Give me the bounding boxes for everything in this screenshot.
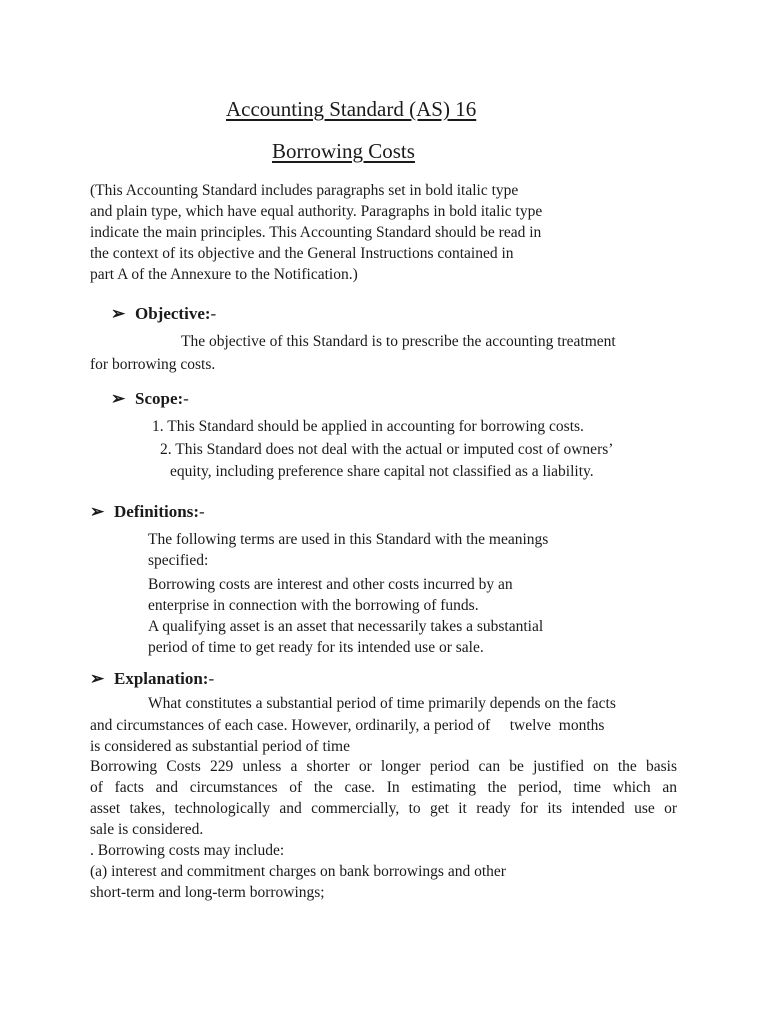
scope-item-continued: equity, including preference share capital not classified as a liability. (170, 463, 594, 480)
definitions-heading-suffix: - (199, 502, 205, 521)
scope-heading-suffix: - (183, 389, 189, 408)
objective-line: The objective of this Standard is to prescribe the accounting treatment (181, 333, 616, 350)
explanation-line: . Borrowing costs may include: (90, 842, 285, 859)
intro-line: indicate the main principles. This Accounting Standard should be read in (90, 224, 542, 241)
definitions-line: A qualifying asset is an asset that necessarily takes a substantial (148, 618, 544, 635)
definitions-line: period of time to get ready for its intended use or sale. (148, 639, 484, 656)
explanation-heading-label: Explanation: (114, 669, 209, 688)
explanation-line: What constitutes a substantial period of time primarily depends on the facts (148, 695, 616, 712)
scope-item: 1. This Standard should be applied in accounting for borrowing costs. (152, 418, 584, 435)
definitions-heading-label: Definitions: (114, 502, 199, 521)
explanation-line: and circumstances of each case. However, ordinarily, a period of twelve months (90, 717, 605, 734)
objective-line: for borrowing costs. (90, 356, 216, 373)
document-title: Accounting Standard (AS) 16 (226, 97, 477, 121)
intro-line: part A of the Annexure to the Notification.) (90, 266, 358, 283)
scope-heading (111, 389, 189, 409)
explanation-line: of facts and circumstances of the case. In estimating the period, time which an (90, 779, 677, 796)
intro-line: (This Accounting Standard includes paragraphs set in bold italic type (90, 182, 519, 199)
scope-heading-label: Scope: (135, 389, 184, 408)
explanation-heading (90, 669, 214, 689)
arrow-bullet-icon: ➢ (111, 304, 126, 323)
arrow-bullet-icon: ➢ (90, 669, 105, 688)
arrow-bullet-icon: ➢ (111, 389, 126, 408)
intro-line: the context of its objective and the General Instructions contained in (90, 245, 514, 262)
explanation-line: short-term and long-term borrowings; (90, 884, 325, 901)
objective-heading-suffix: - (210, 304, 217, 323)
arrow-bullet-icon: ➢ (90, 502, 105, 521)
explanation-line: sale is considered. (90, 821, 204, 838)
explanation-line: (a) interest and commitment charges on bank borrowings and other (90, 863, 506, 880)
explanation-line: Borrowing Costs 229 unless a shorter or longer period can be justified on the basis (90, 758, 677, 775)
definitions-line: Borrowing costs are interest and other costs incurred by an (148, 576, 513, 593)
definitions-line: The following terms are used in this Standard with the meanings (148, 531, 549, 548)
definitions-line: specified: (148, 552, 209, 569)
scope-item: 2. This Standard does not deal with the actual or imputed cost of owners’ (160, 441, 614, 458)
intro-line: and plain type, which have equal authority. Paragraphs in bold italic type (90, 203, 543, 220)
objective-heading (111, 304, 216, 324)
document-subtitle: Borrowing Costs (272, 139, 415, 163)
definitions-line: enterprise in connection with the borrowing of funds. (148, 597, 479, 614)
explanation-line: is considered as substantial period of time (90, 738, 350, 755)
explanation-line: asset takes, technologically and commercially, to get it ready for its intended use or (90, 800, 677, 817)
objective-heading-label: Objective: (135, 304, 211, 323)
explanation-heading-suffix: - (208, 669, 215, 688)
definitions-heading (90, 502, 205, 522)
